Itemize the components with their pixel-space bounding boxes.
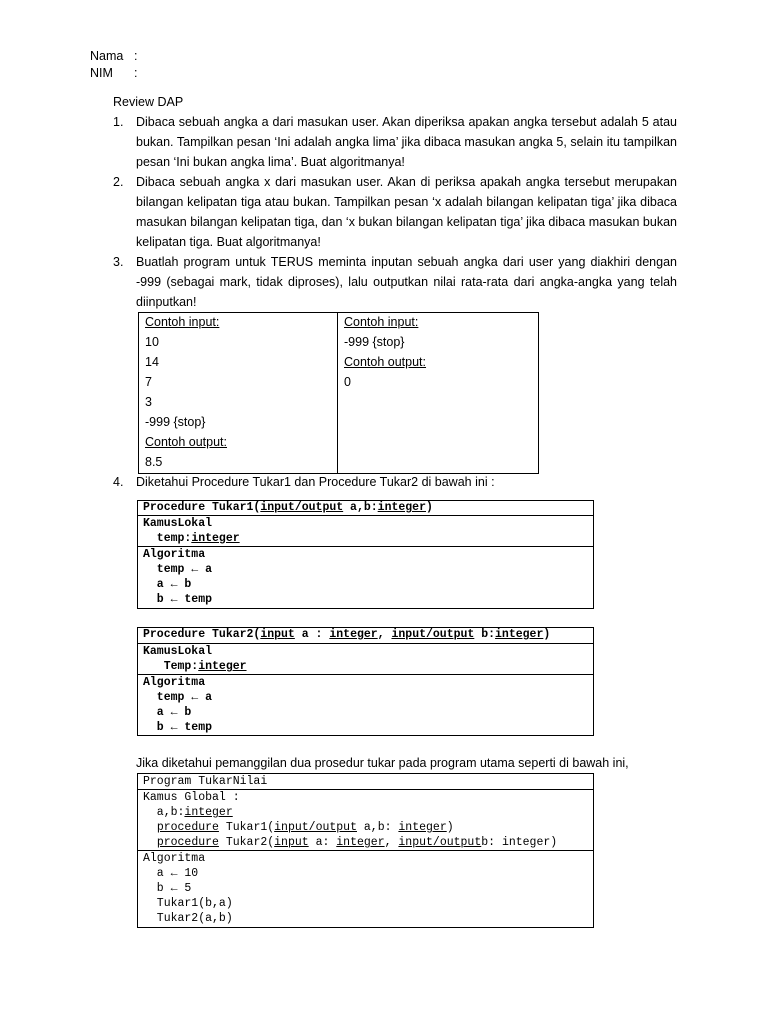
tukar2-header-close: ) [543, 628, 551, 641]
tukar1-header-params: a,b: [343, 501, 378, 514]
question-3-text: Buatlah program untuk TERUS meminta inputan sebuah angka dari user yang diakhiri dengan -999 (sebagai mark, tidak diproses), lalu outputkan nilai rata-rata dari angka-angka yang telah diinputkan! [136, 255, 677, 309]
program-p2-type2: integer [501, 836, 551, 849]
program-p2-mid: a: [308, 836, 337, 849]
example-left-input-1: 10 [145, 335, 159, 349]
program-p2-mode: input [274, 836, 309, 849]
tukar1-header-close: ) [425, 501, 433, 514]
tukar2-header-comma: , [377, 628, 392, 641]
tukar2-header-open: ( [253, 628, 261, 641]
program-algo-line-1: a ← 10 [143, 867, 199, 880]
nama-label: Nama [90, 49, 124, 63]
nim-colon: : [134, 66, 138, 80]
example-left-cell [145, 312, 227, 472]
tukar1-kamus-type: integer [191, 532, 240, 545]
tukar2-kamus [143, 644, 247, 674]
example-right-output: 0 [344, 375, 351, 389]
example-right-input-label: Contoh input: [344, 315, 419, 329]
program-algo-line-4: Tukar2(a,b) [143, 912, 233, 925]
nim-label: NIM [90, 66, 113, 80]
tukar1-kamus-label: KamusLokal [143, 517, 213, 530]
example-right-input-1: -999 {stop} [344, 335, 405, 349]
tukar2-algo-line-3: b ← temp [143, 721, 213, 734]
question-1-number: 1. [113, 115, 124, 129]
tukar2-algoritma [143, 675, 212, 735]
tukar2-header-mode1: input [260, 628, 295, 641]
program-p2-comma: , [384, 836, 399, 849]
program-algo-label: Algoritma [143, 852, 206, 865]
tukar1-algo-line-3: b ← temp [143, 593, 213, 606]
program-vars-type: integer [184, 806, 233, 819]
example-left-input-5: -999 {stop} [145, 415, 206, 429]
tukar1-algo-line-1: temp ← a [143, 563, 213, 576]
program-algo-line-3: Tukar1(b,a) [143, 897, 233, 910]
tukar1-algo-label: Algoritma [143, 548, 206, 561]
program-p2-mode2: input/output [398, 836, 482, 849]
program-intro-text: Jika diketahui pemanggilan dua prosedur tukar pada program utama seperti di bawah ini, [136, 756, 629, 770]
program-p1-name: Tukar1( [218, 821, 275, 834]
tukar2-header-keyword: Procedure Tukar2 [143, 628, 254, 641]
tukar2-header [143, 627, 550, 642]
question-4-text: Diketahui Procedure Tukar1 dan Procedure Tukar2 di bawah ini : [136, 475, 495, 489]
example-left-output: 8.5 [145, 455, 163, 469]
example-right-output-label: Contoh output: [344, 355, 427, 369]
program-vars-prefix: a,b: [143, 806, 185, 819]
tukar1-header-mode: input/output [260, 501, 344, 514]
tukar2-kamus-var: Temp: [143, 660, 199, 673]
question-2-number: 2. [113, 175, 124, 189]
example-left-input-4: 3 [145, 395, 152, 409]
tukar2-algo-label: Algoritma [143, 676, 206, 689]
tukar1-header-open: ( [253, 501, 261, 514]
program-algo-line-2: b ← 5 [143, 882, 192, 895]
program-p2-keyword: procedure [156, 836, 219, 849]
tukar1-header [143, 500, 433, 515]
tukar1-header-type: integer [377, 501, 426, 514]
tukar2-header-type2: integer [495, 628, 544, 641]
program-p1-params: a,b: [356, 821, 399, 834]
example-left-input-label: Contoh input: [145, 315, 220, 329]
tukar2-kamus-label: KamusLokal [143, 645, 213, 658]
question-3-number: 3. [113, 255, 124, 269]
tukar1-kamus-var: temp: [143, 532, 192, 545]
page-title: Review DAP [113, 95, 184, 109]
tukar1-algoritma [143, 547, 212, 607]
program-p2-name: Tukar2( [218, 836, 275, 849]
program-title: Program TukarNilai [143, 775, 268, 788]
example-right-cell [344, 312, 426, 392]
program-p1-close: ) [446, 821, 454, 834]
program-p2-type1: integer [336, 836, 385, 849]
tukar2-kamus-type: integer [198, 660, 247, 673]
program-kamus [143, 790, 557, 850]
tukar2-header-type1: integer [329, 628, 378, 641]
question-4-number: 4. [113, 475, 124, 489]
tukar2-header-mid1: a : [294, 628, 330, 641]
tukar2-header-mode2: input/output [391, 628, 475, 641]
program-p1-mode: input/output [274, 821, 357, 834]
example-left-input-2: 14 [145, 355, 159, 369]
example-left-input-3: 7 [145, 375, 152, 389]
tukar2-algo-line-2: a ← b [143, 706, 192, 719]
tukar1-kamus [143, 516, 240, 546]
question-2-text: Dibaca sebuah angka x dari masukan user. Akan di periksa apakah angka tersebut merupakan bilangan kelipatan tiga atau bukan. Tampilkan pesan ‘x adalah bilangan kelipatan tiga’ jika dibaca masukan bilangan kelipatan tiga, dan ‘x bukan bilangan kelipatan tiga’ jika dibaca masukan bukan kelipatan tiga. Buat algoritmanya! [136, 175, 677, 249]
program-p2-mid2: b: [481, 836, 502, 849]
program-p1-keyword: procedure [156, 821, 219, 834]
program-algoritma [143, 851, 233, 926]
program-p2-close: ) [550, 836, 558, 849]
example-table-divider [337, 312, 338, 474]
nama-colon: : [134, 49, 138, 63]
tukar1-algo-line-2: a ← b [143, 578, 192, 591]
question-1-text: Dibaca sebuah angka a dari masukan user. Akan diperiksa apakan angka tersebut adalah 5 atau bukan. Tampilkan pesan ‘Ini adalah angka lima’ jika dibaca masukan angka 5, selain itu tampilkan pesan ‘Ini bukan angka lima’. Buat algoritmanya! [136, 115, 677, 169]
program-kamus-label: Kamus Global : [143, 791, 240, 804]
program-p1-type: integer [398, 821, 447, 834]
tukar1-header-keyword: Procedure Tukar1 [143, 501, 254, 514]
tukar2-header-mid2: b: [474, 628, 496, 641]
tukar2-algo-line-1: temp ← a [143, 691, 213, 704]
example-left-output-label: Contoh output: [145, 435, 228, 449]
